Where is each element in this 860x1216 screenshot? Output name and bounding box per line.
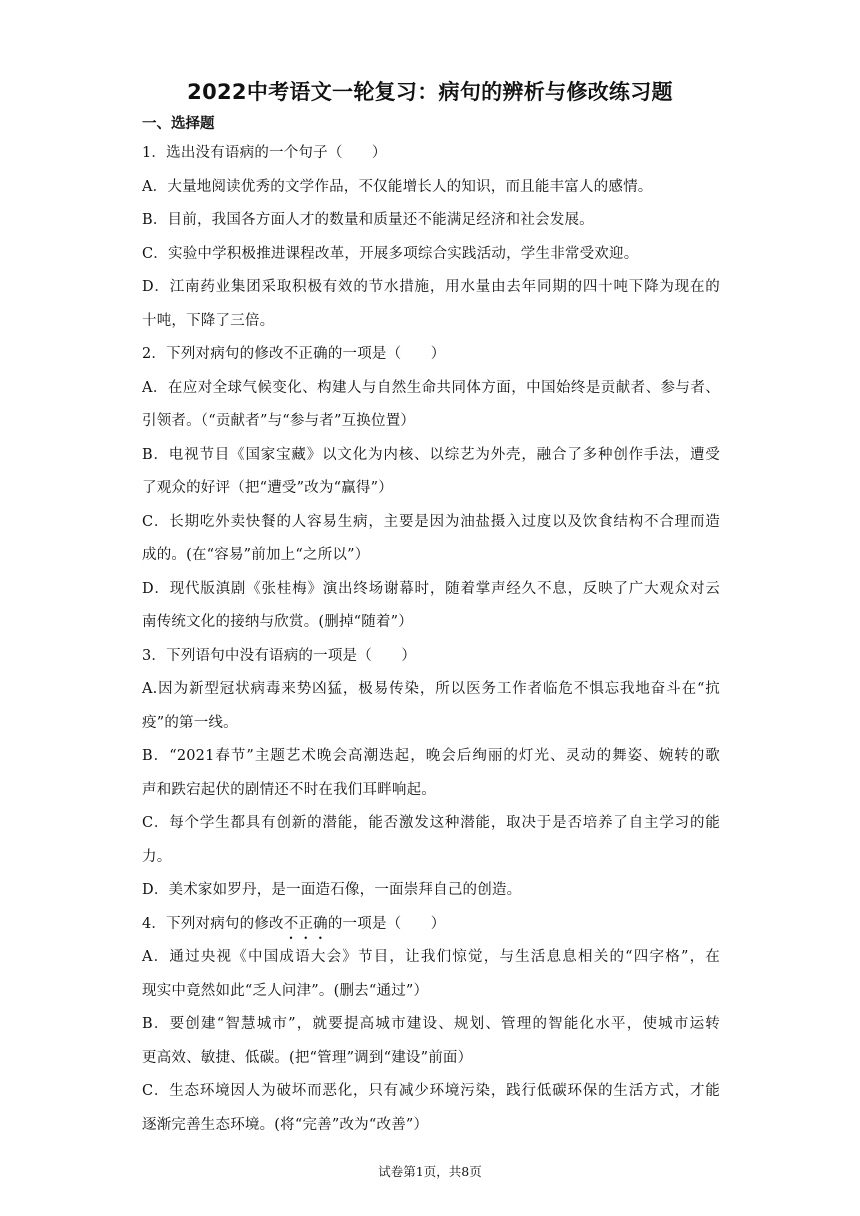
text-segment: 的一项是（ ） xyxy=(327,915,446,932)
text-line: C．实验中学积极推进课程改革，开展多项综合实践活动，学生非常受欢迎。 xyxy=(142,245,639,262)
text-line: C．长期吃外卖快餐的人容易生病，主要是因为油盐摄入过度以及饮食结构不合理而造 xyxy=(142,513,720,530)
text-line: 2．下列对病句的修改不正确的一项是（ ） xyxy=(142,346,446,362)
text-line: D．美术家如罗丹，是一面造石像，一面崇拜自己的创造。 xyxy=(142,882,522,898)
text-line: A.因为新型冠状病毒来势凶猛，极易传染，所以医务工作者临危不惧忘我地奋斗在“抗 xyxy=(142,681,720,697)
section-heading: 一、选择题 xyxy=(142,116,215,132)
text-line: C．每个学生都具有创新的潜能，能否激发这种潜能，取决于是否培养了自主学习的能 xyxy=(142,815,720,831)
text-line: 了观众的好评（把“遭受”改为“赢得”） xyxy=(142,480,393,496)
text-line: C．生态环境因人为破坏而恶化，只有减少环境污染，践行低碳环保的生活方式，才能 xyxy=(142,1083,720,1099)
text-line xyxy=(142,912,720,933)
text-line: 力。 xyxy=(142,848,172,865)
text-line: D．江南药业集团采取积极有效的节水措施，用水量由去年同期的四十吨下降为现在的 xyxy=(142,279,720,295)
text-line: 现实中竟然如此“乏人问津”。(删去“通过”） xyxy=(142,982,429,999)
text-line: A．在应对全球气候变化、构建人与自然生命共同体方面，中国始终是贡献者、参与者、 xyxy=(142,379,720,396)
text-line: 声和跌宕起伏的剧情还不时在我们耳畔响起。 xyxy=(142,781,436,798)
page-footer: 试卷第1页，共8页 xyxy=(378,1164,482,1179)
text-line: 1．选出没有语病的一个句子（ ） xyxy=(142,145,387,161)
text-line: 疫”的第一线。 xyxy=(142,714,238,731)
text-line: B．目前，我国各方面人才的数量和质量还不能满足经济和社会发展。 xyxy=(142,212,594,228)
text-line: 逐渐完善生态环境。(将“完善”改为“改善”） xyxy=(142,1116,429,1133)
text-line: A．通过央视《中国成语大会》节目，让我们惊觉，与生活息息相关的“四字格”，在 xyxy=(142,949,720,965)
text-line: B．电视节目《国家宝藏》以文化为内核、以综艺为外壳，融合了多种创作手法，遭受 xyxy=(142,446,720,463)
text-line: B．要创建“智慧城市”，就要提高城市建设、规划、管理的智能化水平，使城市运转 xyxy=(142,1016,720,1032)
text-line: B．“2021春节”主题艺术晚会高潮迭起，晚会后绚丽的灯光、灵动的舞姿、婉转的歌 xyxy=(142,748,720,764)
text-line: 更高效、敏捷、低碳。(把“管理”调到“建设”前面） xyxy=(142,1049,473,1066)
text-segment: 4．下列对病句的修改 xyxy=(142,915,284,932)
text-line: 十吨，下降了三倍。 xyxy=(142,312,275,329)
emphasis-dotted-text: 不正确 xyxy=(283,915,328,932)
text-line: 引领者。（“贡献者”与“参与者”互换位置） xyxy=(142,413,416,429)
page-title: 2022中考语文一轮复习：病句的辨析与修改练习题 xyxy=(187,80,673,104)
text-line: 3．下列语句中没有语病的一项是（ ） xyxy=(142,647,417,664)
text-line: A．大量地阅读优秀的文学作品，不仅能增长人的知识，而且能丰富人的感情。 xyxy=(142,178,653,195)
text-line: D．现代版滇剧《张桂梅》演出终场谢幕时，随着掌声经久不息，反映了广大观众对云 xyxy=(142,580,720,597)
text-line: 成的。(在“容易”前加上“之所以”） xyxy=(142,547,370,563)
text-line: 南传统文化的接纳与欣赏。(删掉“随着”） xyxy=(142,614,413,630)
